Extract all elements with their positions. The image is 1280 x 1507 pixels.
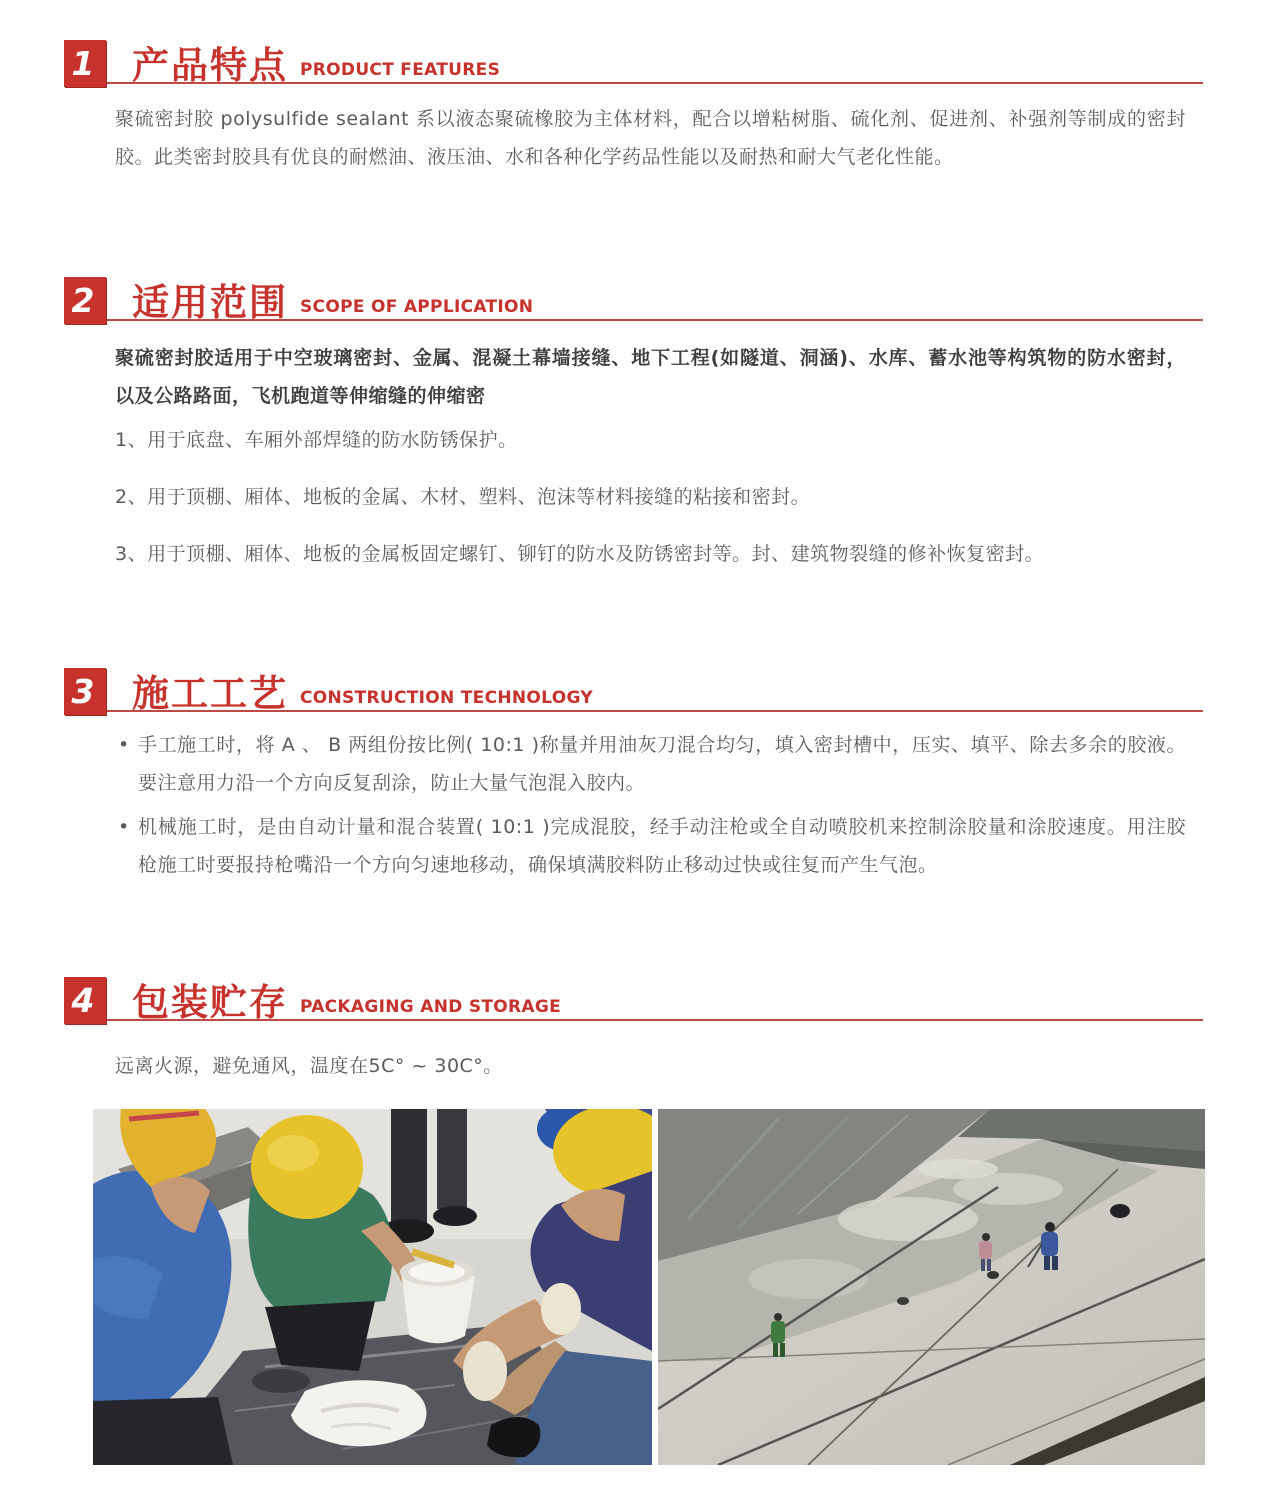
section-2-title-en: SCOPE OF APPLICATION (300, 297, 534, 317)
section-4-number: 4 (71, 981, 95, 1020)
bullet-dot-icon: • (118, 734, 130, 756)
section-1-title-en: PRODUCT FEATURES (300, 60, 501, 80)
section-4-title-cn: 包装贮存 (132, 981, 288, 1024)
list-item: 1、用于底盘、车厢外部焊缝的防水防锈保护。 (115, 429, 518, 451)
section-packaging-storage (64, 973, 1203, 1085)
section-4-title-en: PACKAGING AND STORAGE (300, 997, 562, 1017)
section-4-paragraph: 远离火源，避免通风，温度在5C° ~ 30C°。 (115, 1055, 503, 1077)
section-4-header (64, 973, 1203, 1024)
section-2-title-cn: 适用范围 (132, 281, 288, 324)
section-3-bullet-list (118, 726, 1186, 884)
bullet-item (118, 726, 1186, 802)
bullet-text: 手工施工时，将 A 、 B 两组份按比例( 10:1 )称量并用油灰刀混合均匀，填入密封槽中，压实、填平、除去多余的胶液。要注意用力沿一个方向反复刮涂，防止大量气泡混入胶内。 (138, 734, 1186, 794)
section-1-number-badge (64, 40, 106, 87)
section-1-header (64, 36, 1203, 87)
section-1-paragraph: 聚硫密封胶 polysulfide sealant 系以液态聚硫橡胶为主体材料，配合以增粘树脂、硫化剂、促进剂、补强剂等制成的密封胶。此类密封胶具有优良的耐燃油、液压油、水和各种化学药品性能以及耐热和耐大气老化性能。 (115, 108, 1186, 168)
list-item: 2、用于顶棚、厢体、地板的金属、木材、塑料、泡沫等材料接缝的粘接和密封。 (115, 486, 811, 508)
bullet-item (118, 808, 1186, 884)
section-3-title-cn: 施工工艺 (132, 672, 288, 715)
section-1-title-cn: 产品特点 (132, 44, 288, 87)
bullet-dot-icon: • (118, 816, 130, 838)
section-1-number: 1 (71, 44, 95, 83)
list-item: 3、用于顶棚、厢体、地板的金属板固定螺钉、铆钉的防水及防锈密封等。封、建筑物裂缝的修补恢复密封。 (115, 543, 1045, 565)
section-3-number-badge (64, 668, 106, 715)
concrete-slope-joint-photo (658, 1109, 1205, 1465)
section-2-list (115, 421, 1186, 573)
section-2-header (64, 273, 1203, 324)
section-scope-of-application (64, 273, 1203, 573)
section-2-number-badge (64, 277, 106, 324)
section-product-features (64, 0, 1203, 176)
bullet-text: 机械施工时，是由自动计量和混合装置( 10:1 )完成混胶，经手动注枪或全自动喷胶机来控制涂胶量和涂胶速度。用注胶枪施工时要报持枪嘴沿一个方向匀速地移动，确保填满胶料防止移动过快或往复而产生气泡。 (138, 816, 1186, 876)
section-3-number: 3 (71, 672, 95, 711)
section-construction-technology (64, 664, 1203, 884)
photo-row (93, 1109, 1280, 1465)
section-3-header (64, 664, 1203, 715)
section-2-lead-paragraph: 聚硫密封胶适用于中空玻璃密封、金属、混凝土幕墙接缝、地下工程(如隧道、洞涵)、水库、蓄水池等构筑物的防水密封，以及公路路面，飞机跑道等伸缩缝的伸缩密 (115, 347, 1186, 407)
section-4-number-badge (64, 977, 106, 1024)
section-2-number: 2 (71, 281, 95, 320)
section-3-title-en: CONSTRUCTION TECHNOLOGY (300, 688, 593, 708)
workers-applying-sealant-photo (93, 1109, 652, 1465)
